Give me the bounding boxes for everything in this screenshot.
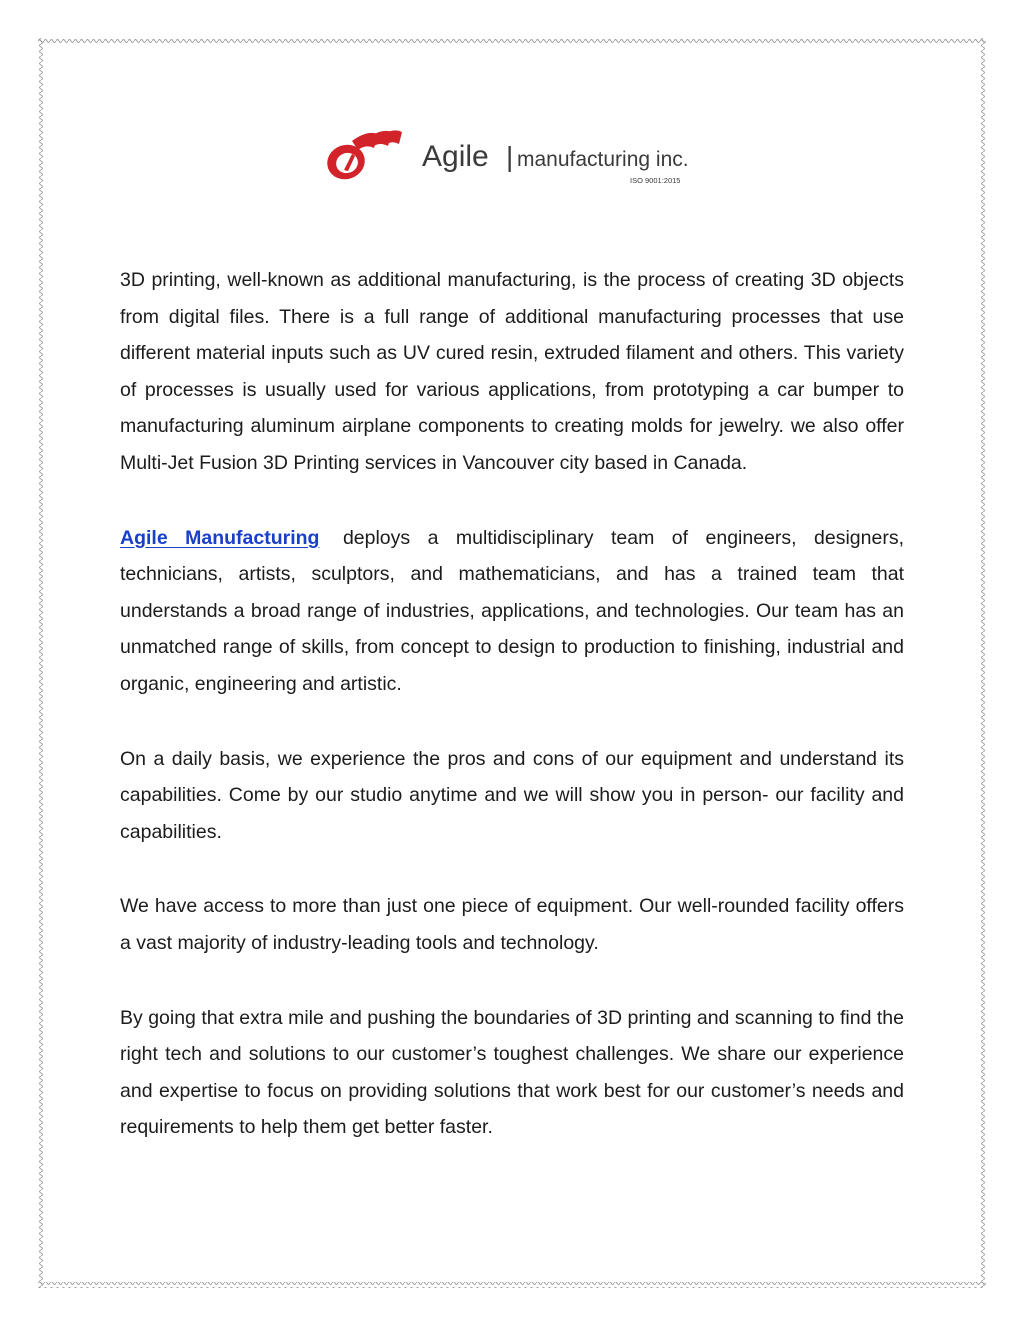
paragraph-extra-mile [120, 1000, 904, 1146]
agile-logo-mark [322, 126, 692, 190]
logo-certification: ISO 9001:2015 [630, 176, 681, 185]
paragraph-equipment-text: We have access to more than just one piece of equipment. Our well-rounded facility offers a vast majority of industry-leading tools and technology. [120, 895, 904, 954]
paragraph-team [120, 520, 904, 703]
paragraph-equipment [120, 888, 904, 961]
logo-divider: | [506, 141, 514, 172]
company-logo [322, 126, 692, 190]
paragraph-extra-mile-text: By going that extra mile and pushing the boundaries of 3D printing and scanning to find the right tech and solutions to our customer’s toughest challenges. We share our experience and expertise to focus on providing solutions that work best for our customer’s needs and requirements to help them get better faster. [120, 1006, 904, 1139]
paragraph-studio-text: On a daily basis, we experience the pros and cons of our equipment and understand its capabilities. Come by our studio anytime and we will show you in person- our facility and capabilities. [120, 747, 904, 843]
paragraph-studio [120, 741, 904, 851]
logo-swoosh-icon [322, 130, 402, 184]
logo-subtitle: manufacturing inc. [517, 148, 689, 171]
document-body [120, 262, 904, 1146]
paragraph-intro [120, 262, 904, 482]
paragraph-intro-text: 3D printing, well-known as additional manufacturing, is the process of creating 3D objects from digital files. There is a full range of additional manufacturing processes that use different material inputs such as UV cured resin, extruded filament and others. This variety of processes is usually used for various applications, from prototyping a car bumper to manufacturing aluminum airplane components to creating molds for jewelry. we also offer Multi-Jet Fusion 3D Printing services in Vancouver city based in Canada. [120, 269, 904, 474]
paragraph-team-text: deploys a multidisciplinary team of engineers, designers, technicians, artists, sculptors, and mathematicians, and has a trained team that understands a broad range of industries, applications, and technologies. Our team has an unmatched range of skills, from concept to design to production to finishing, industrial and organic, engineering and artistic. [120, 526, 905, 695]
agile-manufacturing-link[interactable]: Agile Manufacturing [120, 526, 320, 549]
logo-name: Agile [422, 140, 489, 173]
